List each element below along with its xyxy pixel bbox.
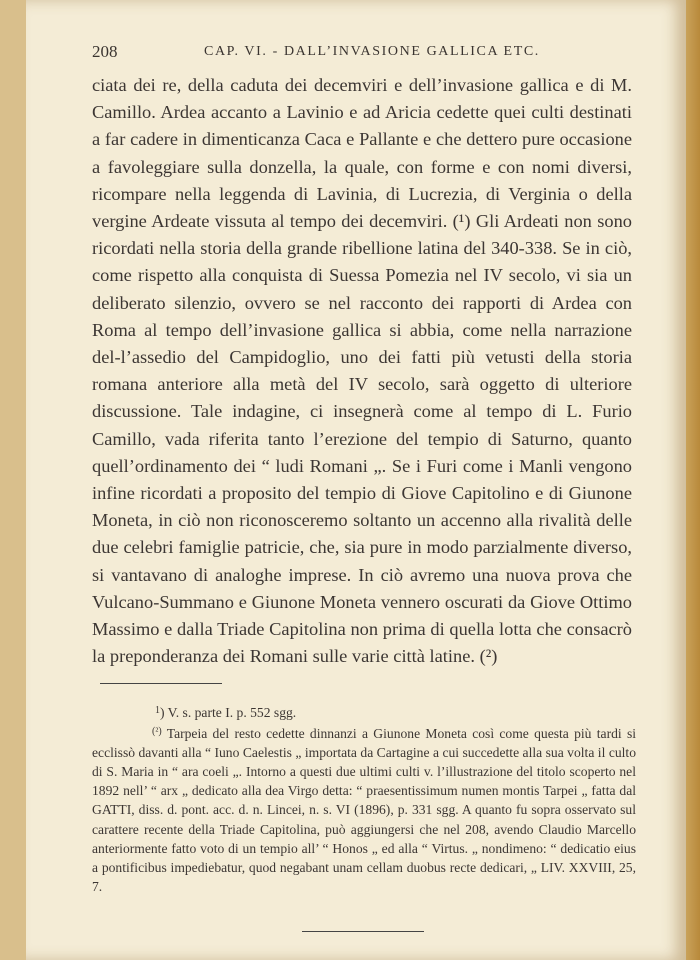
main-paragraph: ciata dei re, della caduta dei decemviri e dell’invasione gallica e di M. Camillo. Ardea accanto a Lavinio e ad Aricia cedette quei culti destinati a far cadere in dimenticanza Caca e Pallante e che dettero pure occasione a favoleggiare sulla donzella, la quale, con forme e con nomi diversi, ricompare nella leggenda di Lavinia, di Lucrezia, di Verginia o della vergine Ardeate vissuta al tempo dei decemviri. (¹) Gli Ardeati non sono ricordati nella storia della grande ribellione latina del 340-338. Se in ciò, come rispetto alla conquista di Suessa Pomezia nel IV secolo, vi sia un deliberato silenzio, ovvero se nel racconto dei rapporti di Ardea con Roma al tempo dell’invasione gallica si abbia, come nella narrazione del-l’assedio del Campidoglio, uno dei fatti più vetusti della storia romana anteriore alla metà del IV secolo, sarà oggetto di ulteriore discussione. Tale indagine, ci insegnerà come al tempo di L. Furio Camillo, vada riferita tanto l’erezione del tempio di Saturno, quanto quell’ordinamento dei “ ludi Romani „. Se i Furi come i Manli vengono infine ricordati a proposito del tempio di Giove Capitolino e di Giunone Moneta, in ciò non riconosceremo soltanto un accenno alla rivalità delle due celebri famiglie patricie, che, sia pure in modo parzialmente diverso, si vantavano di analoghe imprese. In ciò avremo una nuova prova che Vulcano-Summano e Giunone Moneta vennero oscurati da Giove Ottimo Massimo e dalla Triade Capitolina non prima di quella lotta che consacrò la preponderanza dei Romani sulle varie città latine. (²) <box>92 75 632 667</box>
page-edge <box>686 0 700 960</box>
footnote-1-text: ) V. s. parte I. p. 552 sgg. <box>160 705 297 720</box>
page-number: 208 <box>92 42 118 61</box>
footnote-1 <box>92 701 636 722</box>
footnotes <box>92 701 636 896</box>
chapter-heading: CAP. VI. - DALL’INVASIONE GALLICA ETC. <box>204 44 540 59</box>
footnote-separator <box>100 683 222 684</box>
running-head <box>92 42 630 64</box>
footnote-1-number: 1 <box>155 705 160 716</box>
main-text <box>92 72 632 670</box>
footnote-2-text: Tarpeia del resto cedette dinnanzi a Giunone Moneta così come questa più tardi si ecclissò davanti alla “ Iuno Caelestis „ importata da Cartagine a cui succedette alla sua volta il culto di S. Maria in “ ara coeli „. Intorno a questi due ultimi culti v. l’illustrazione del titolo scoperto nel 1892 nell’ “ arx „ dedicato alla dea Virgo detta: “ praesentissimum numen montis Tarpei „ fatta dal GATTI, diss. d. pont. acc. d. n. Lincei, n. s. VI (1896), p. 331 sgg. A quanto fu sopra osservato sul carattere recente della Triade Capitolina, può aggiungersi che nel 208, avendo Claudio Marcello anteriormente fatto voto di un tempio all’ “ Honos „ ed alla “ Virtus. „ nondimeno: “ dedicatio eius a pontificibus impediebatur, quod negabant unam cellam duobus recte dedicari, „ LIV. XXVIII, 25, 7. <box>92 726 637 894</box>
bottom-rule <box>302 931 424 932</box>
footnote-2-number: (²) <box>152 726 162 738</box>
footnote-2 <box>92 722 636 896</box>
